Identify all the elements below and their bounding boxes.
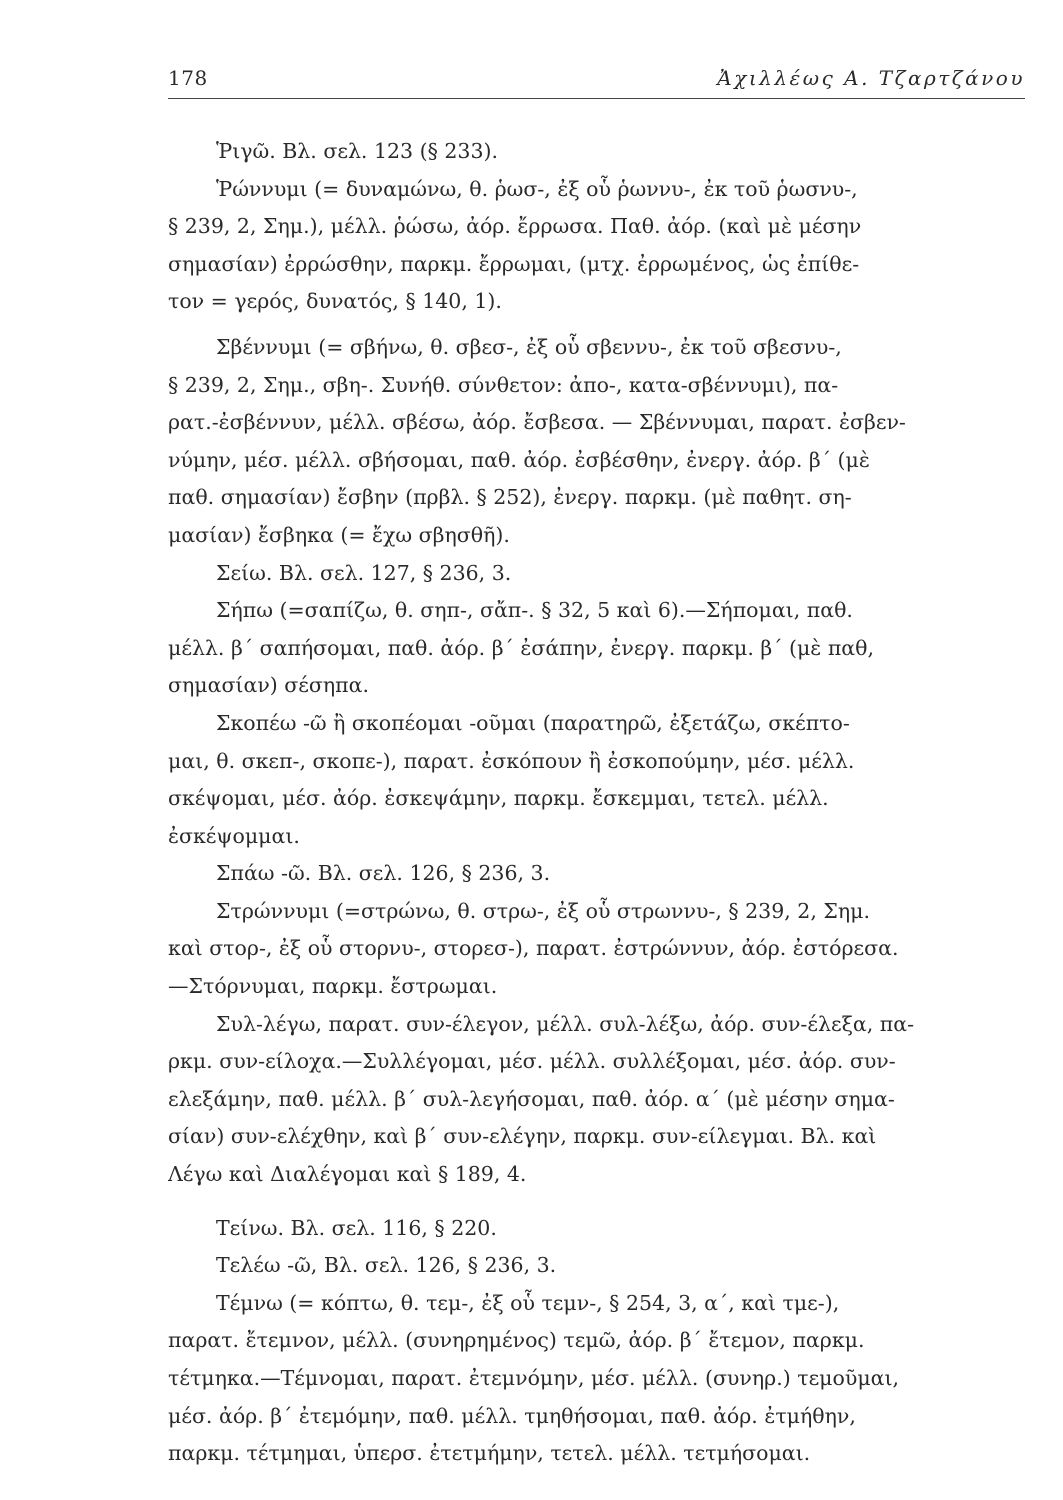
text-line: ρκμ. συν-είλοχα.—Συλλέγομαι, μέσ. μέλλ. συλλέξομαι, μέσ. ἀόρ. συν- [168, 1049, 896, 1074]
text-line: τον = γερός, δυνατός, § 140, 1). [168, 289, 502, 314]
text-line: Σπάω -ῶ. Βλ. σελ. 126, § 236, 3. [216, 861, 551, 886]
text-line: —Στόρνυμαι, παρκμ. ἔστρωμαι. [168, 974, 498, 999]
text-line: σημασίαν) σέσηπα. [168, 673, 370, 698]
text-line: Στρώννυμι (=στρώνω, θ. στρω-, ἐξ οὗ στρωννυ-, § 239, 2, Σημ. [216, 898, 870, 923]
text-line: σίαν) συν-ελέχθην, καὶ β΄ συν-ελέγην, παρκμ. συν-είλεγμαι. Βλ. καὶ [168, 1124, 877, 1149]
text-line: Λέγω καὶ Διαλέγομαι καὶ § 189, 4. [168, 1162, 527, 1187]
text-line: Σείω. Βλ. σελ. 127, § 236, 3. [216, 560, 512, 585]
text-line: Τέμνω (= κόπτω, θ. τεμ-, ἐξ οὗ τεμν-, § 254, 3, α΄, καὶ τμε-), [216, 1290, 840, 1315]
text-line: καὶ στορ-, ἐξ οὗ στορνυ-, στορεσ-), παρατ. ἐστρώννυν, ἀόρ. ἐστόρεσα. [168, 936, 899, 961]
text-line: παρατ. ἔτεμνον, μέλλ. (συνηρημένος) τεμῶ, ἀόρ. β΄ ἔτεμον, παρκμ. [168, 1328, 865, 1353]
text-line: Συλ-λέγω, παρατ. συν-έλεγον, μέλλ. συλ-λέξω, ἀόρ. συν-έλεξα, πα- [216, 1011, 914, 1036]
text-line: § 239, 2, Σημ.), μέλλ. ῥώσω, ἀόρ. ἔρρωσα. Παθ. ἀόρ. (καὶ μὲ μέσην [168, 214, 862, 239]
text-line: παθ. σημασίαν) ἔσβην (πρβλ. § 252), ἐνεργ. παρκμ. (μὲ παθητ. ση- [168, 485, 852, 510]
page-header [168, 66, 1025, 99]
text-line: Ῥιγῶ. Βλ. σελ. 123 (§ 233). [216, 139, 499, 163]
text-line: ελεξάμην, παθ. μέλλ. β΄ συλ-λεγήσομαι, παθ. ἀόρ. α΄ (μὲ μέσην σημα- [168, 1086, 895, 1111]
text-line: Σβέννυμι (= σβήνω, θ. σβεσ-, ἐξ οὗ σβεννυ-, ἐκ τοῦ σβεσνυ-, [216, 334, 842, 359]
text-line: ἐσκέψομμαι. [168, 823, 300, 848]
text-line: ρατ.-ἐσβέννυν, μέλλ. σβέσω, ἀόρ. ἔσβεσα. — Σβέννυμαι, παρατ. ἐσβεν- [168, 410, 906, 435]
text-line: Ῥώννυμι (= δυναμώνω, θ. ῥωσ-, ἐξ οὗ ῥωννυ-, ἐκ τοῦ ῥωσνυ-, [216, 176, 858, 201]
text-line: νύμην, μέσ. μέλλ. σβήσομαι, παθ. ἀόρ. ἐσβέσθην, ἐνεργ. ἀόρ. β΄ (μὲ [168, 447, 870, 472]
text-line: Τελέω -ῶ, Βλ. σελ. 126, § 236, 3. [216, 1253, 557, 1278]
page-number: 178 [168, 66, 208, 90]
text-line: Τείνω. Βλ. σελ. 116, § 220. [216, 1215, 497, 1240]
text-line: σημασίαν) ἐρρώσθην, παρκμ. ἔρρωμαι, (μτχ. ἐρρωμένος, ὡς ἐπίθε- [168, 251, 860, 276]
text-line: τέτμηκα.—Τέμνομαι, παρατ. ἐτεμνόμην, μέσ. μέλλ. (συνηρ.) τεμοῦμαι, [168, 1366, 900, 1390]
text-line: παρκμ. τέτμημαι, ὑπερσ. ἐτετμήμην, τετελ. μέλλ. τετμήσομαι. [168, 1441, 811, 1466]
text-line: μαι, θ. σκεπ-, σκοπε-), παρατ. ἐσκόπουν ἢ ἐσκοπούμην, μέσ. μέλλ. [168, 748, 855, 773]
text-line: Σκοπέω -ῶ ἢ σκοπέομαι -οῦμαι (παρατηρῶ, ἐξετάζω, σκέπτο- [216, 710, 850, 735]
text-line: μέσ. ἀόρ. β΄ ἐτεμόμην, παθ. μέλλ. τμηθήσομαι, παθ. ἀόρ. ἐτμήθην, [168, 1403, 856, 1428]
text-line: σκέψομαι, μέσ. ἀόρ. ἐσκεψάμην, παρκμ. ἔσκεμμαι, τετελ. μέλλ. [168, 786, 829, 811]
text-line: Σήπω (=σαπίζω, θ. σηπ-, σἄπ-. § 32, 5 καὶ 6).—Σήπομαι, παθ. [216, 598, 853, 623]
running-title: Ἀχιλλέως Α. Τζαρτζάνου [717, 66, 1025, 90]
body-text [168, 133, 1025, 1473]
text-line: § 239, 2, Σημ., σβη-. Συνήθ. σύνθετον: ἀπο-, κατα-σβέννυμι), πα- [168, 372, 839, 397]
text-line: μασίαν) ἔσβηκα (= ἔχω σβησθῆ). [168, 522, 510, 547]
text-line: μέλλ. β΄ σαπήσομαι, παθ. ἀόρ. β΄ ἐσάπην, ἐνεργ. παρκμ. β΄ (μὲ παθ, [168, 635, 874, 660]
